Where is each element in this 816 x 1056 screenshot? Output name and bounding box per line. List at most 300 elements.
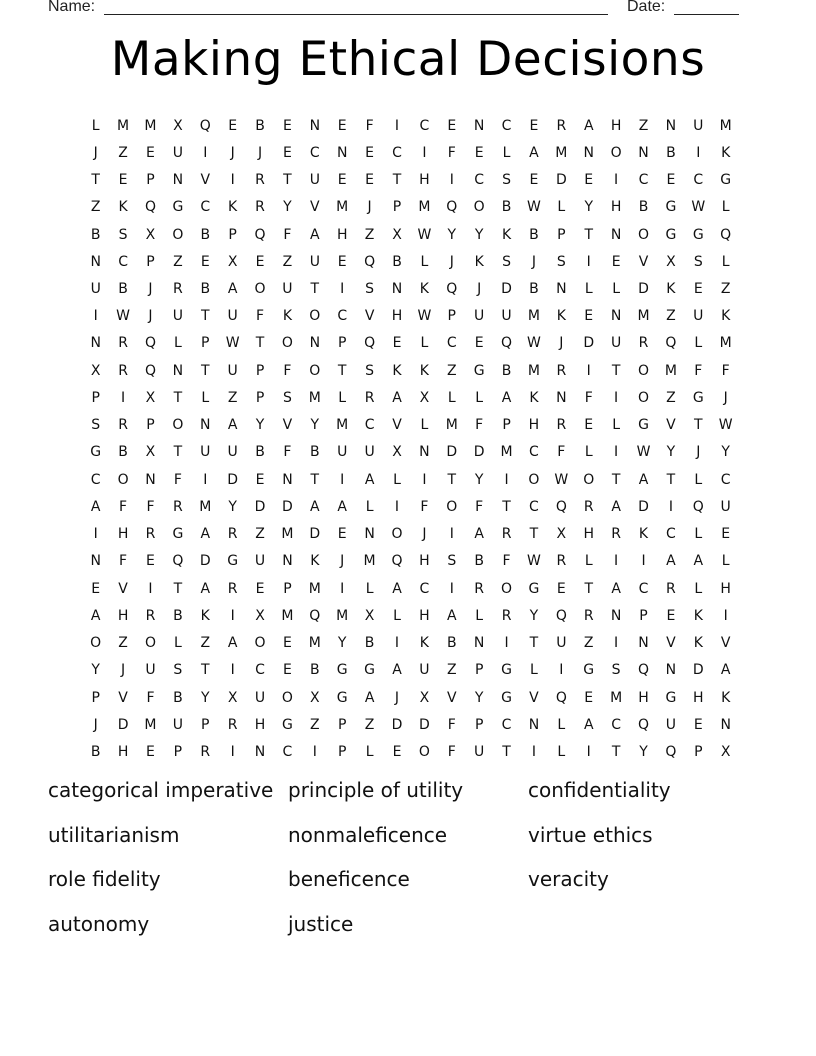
grid-letter[interactable]: G (665, 199, 677, 216)
grid-letter[interactable]: Q (199, 117, 211, 134)
grid-letter[interactable]: N (254, 744, 266, 760)
grid-letter[interactable]: V (720, 635, 731, 652)
grid-letter[interactable]: X (145, 226, 156, 243)
grid-letter[interactable]: E (283, 117, 292, 134)
grid-letter[interactable]: Q (637, 662, 650, 679)
grid-letter[interactable]: Q (364, 253, 376, 270)
grid-letter[interactable]: L (447, 389, 456, 406)
grid-letter[interactable]: M (144, 117, 157, 134)
grid-letter[interactable]: Q (720, 226, 732, 243)
grid-letter[interactable]: U (227, 444, 238, 461)
grid-letter[interactable]: P (228, 226, 237, 243)
grid-letter[interactable]: J (93, 716, 98, 733)
grid-letter[interactable]: F (694, 362, 703, 379)
grid-letter[interactable]: V (446, 689, 457, 706)
grid-letter[interactable]: Y (255, 417, 265, 434)
grid-letter[interactable]: D (282, 498, 293, 515)
grid-letter[interactable]: F (475, 498, 484, 515)
grid-letter[interactable]: B (173, 689, 183, 706)
grid-letter[interactable]: P (447, 308, 456, 325)
grid-letter[interactable]: W (691, 199, 706, 216)
grid-letter[interactable]: F (721, 362, 730, 379)
grid-letter[interactable]: R (118, 362, 128, 379)
grid-letter[interactable]: Q (555, 607, 567, 624)
grid-letter[interactable]: J (449, 253, 454, 270)
grid-letter[interactable]: X (145, 444, 156, 461)
grid-letter[interactable]: E (337, 526, 347, 543)
grid-letter[interactable]: Q (172, 553, 184, 570)
grid-letter[interactable]: M (281, 607, 294, 624)
grid-letter[interactable]: K (392, 362, 402, 379)
grid-letter[interactable]: Q (692, 498, 704, 515)
grid-letter[interactable]: I (614, 553, 619, 570)
grid-letter[interactable]: O (391, 526, 403, 543)
grid-letter[interactable]: M (117, 117, 130, 134)
grid-letter[interactable]: N (556, 389, 567, 406)
grid-letter[interactable]: E (529, 117, 539, 134)
grid-letter[interactable]: H (254, 716, 266, 733)
grid-letter[interactable]: H (720, 580, 731, 597)
grid-letter[interactable]: L (557, 744, 566, 760)
grid-letter[interactable]: N (145, 471, 156, 488)
grid-letter[interactable]: V (666, 417, 676, 434)
grid-letter[interactable]: I (614, 635, 619, 652)
grid-letter[interactable]: J (93, 144, 98, 161)
grid-letter[interactable]: A (446, 607, 457, 624)
grid-letter[interactable]: M (199, 498, 212, 515)
grid-letter[interactable]: G (583, 662, 595, 679)
grid-letter[interactable]: L (694, 526, 703, 543)
grid-letter[interactable]: O (281, 689, 293, 706)
grid-letter[interactable]: I (504, 471, 509, 488)
grid-letter[interactable]: Q (254, 226, 266, 243)
grid-letter[interactable]: L (612, 281, 621, 298)
grid-letter[interactable]: A (364, 471, 375, 488)
grid-letter[interactable]: C (529, 444, 539, 461)
grid-letter[interactable]: U (419, 662, 430, 679)
grid-letter[interactable]: P (474, 716, 484, 733)
grid-letter[interactable]: I (586, 744, 591, 760)
grid-letter[interactable]: Y (666, 444, 676, 461)
grid-letter[interactable]: U (172, 144, 183, 161)
grid-letter[interactable]: N (90, 553, 101, 570)
grid-letter[interactable]: O (528, 471, 540, 488)
grid-letter[interactable]: I (614, 389, 619, 406)
grid-letter[interactable]: Q (555, 689, 567, 706)
grid-letter[interactable]: A (611, 498, 621, 515)
grid-letter[interactable]: Y (310, 417, 320, 434)
grid-letter[interactable]: H (117, 526, 129, 543)
grid-letter[interactable]: C (638, 172, 649, 189)
grid-letter[interactable]: C (282, 744, 293, 760)
grid-letter[interactable]: R (227, 716, 238, 733)
grid-letter[interactable]: A (90, 607, 101, 624)
grid-letter[interactable]: U (474, 744, 485, 760)
grid-letter[interactable]: M (610, 689, 623, 706)
grid-letter[interactable]: H (610, 117, 622, 134)
grid-letter[interactable]: A (392, 389, 402, 406)
grid-letter[interactable]: Y (447, 226, 457, 243)
grid-letter[interactable]: N (172, 172, 184, 189)
grid-letter[interactable]: X (392, 444, 402, 461)
grid-letter[interactable]: E (91, 580, 101, 597)
grid-letter[interactable]: I (614, 172, 619, 189)
grid-letter[interactable]: E (584, 308, 594, 325)
grid-letter[interactable]: I (230, 744, 235, 760)
grid-letter[interactable]: T (611, 744, 621, 760)
grid-letter[interactable]: J (394, 689, 400, 706)
grid-letter[interactable]: I (449, 580, 454, 597)
grid-letter[interactable]: T (173, 580, 183, 597)
grid-letter[interactable]: N (309, 117, 321, 134)
grid-letter[interactable]: E (228, 117, 238, 134)
grid-letter[interactable]: L (721, 253, 730, 270)
grid-letter[interactable]: K (228, 199, 238, 216)
grid-letter[interactable]: Q (665, 744, 677, 760)
grid-letter[interactable]: E (283, 144, 292, 161)
grid-letter[interactable]: C (364, 417, 375, 434)
grid-letter[interactable]: Y (283, 199, 292, 216)
grid-letter[interactable]: S (693, 253, 703, 270)
grid-letter[interactable]: G (172, 199, 184, 216)
grid-letter[interactable]: A (529, 144, 539, 161)
grid-letter[interactable]: I (340, 281, 345, 298)
grid-letter[interactable]: E (146, 144, 155, 161)
grid-letter[interactable]: E (337, 117, 347, 134)
grid-letter[interactable]: J (230, 144, 235, 161)
grid-letter[interactable]: R (611, 526, 621, 543)
grid-letter[interactable]: Z (118, 635, 128, 652)
grid-letter[interactable]: R (474, 580, 485, 597)
grid-letter[interactable]: R (255, 172, 265, 189)
grid-letter[interactable]: R (145, 526, 156, 543)
grid-letter[interactable]: Z (310, 716, 320, 733)
grid-letter[interactable]: Z (720, 281, 731, 298)
grid-letter[interactable]: N (200, 417, 211, 434)
grid-letter[interactable]: K (419, 281, 429, 298)
date-blank-line[interactable] (674, 14, 739, 15)
grid-letter[interactable]: J (559, 335, 564, 352)
grid-letter[interactable]: C (666, 526, 676, 543)
grid-letter[interactable]: P (146, 253, 155, 270)
grid-letter[interactable]: S (173, 662, 183, 679)
grid-letter[interactable]: I (230, 172, 235, 189)
grid-letter[interactable]: M (664, 362, 677, 379)
grid-letter[interactable]: E (283, 662, 292, 679)
grid-letter[interactable]: M (500, 444, 513, 461)
grid-letter[interactable]: Y (337, 635, 347, 652)
grid-letter[interactable]: Q (665, 335, 677, 352)
grid-letter[interactable]: S (611, 662, 621, 679)
grid-letter[interactable]: E (666, 607, 676, 624)
grid-letter[interactable]: T (502, 498, 511, 515)
grid-letter[interactable]: C (693, 172, 704, 189)
grid-letter[interactable]: F (475, 417, 484, 434)
grid-letter[interactable]: C (419, 117, 430, 134)
grid-letter[interactable]: Z (173, 253, 183, 270)
grid-letter[interactable]: U (172, 716, 183, 733)
grid-letter[interactable]: L (393, 471, 401, 488)
grid-letter[interactable]: D (692, 662, 704, 679)
grid-letter[interactable]: Y (228, 498, 237, 515)
grid-letter[interactable]: P (557, 226, 566, 243)
grid-letter[interactable]: O (418, 744, 430, 760)
grid-letter[interactable]: Z (583, 635, 594, 652)
grid-letter[interactable]: N (364, 526, 375, 543)
grid-letter[interactable]: C (118, 253, 128, 270)
grid-letter[interactable]: H (638, 689, 649, 706)
grid-letter[interactable]: F (283, 362, 292, 379)
grid-letter[interactable]: E (146, 553, 155, 570)
grid-letter[interactable]: A (666, 553, 676, 570)
grid-letter[interactable]: T (255, 335, 265, 352)
grid-letter[interactable]: V (118, 689, 128, 706)
grid-letter[interactable]: H (693, 689, 704, 706)
grid-letter[interactable]: P (337, 744, 347, 760)
grid-letter[interactable]: Z (364, 226, 375, 243)
grid-letter[interactable]: B (529, 226, 539, 243)
grid-letter[interactable]: L (694, 335, 703, 352)
grid-letter[interactable]: I (121, 389, 126, 406)
grid-letter[interactable]: N (583, 144, 594, 161)
grid-letter[interactable]: E (255, 253, 265, 270)
grid-letter[interactable]: N (610, 607, 622, 624)
grid-letter[interactable]: U (610, 335, 622, 352)
grid-letter[interactable]: M (308, 580, 321, 597)
grid-letter[interactable]: M (336, 417, 349, 434)
grid-letter[interactable]: I (148, 580, 153, 597)
grid-letter[interactable]: O (309, 362, 321, 379)
grid-letter[interactable]: T (611, 362, 621, 379)
grid-letter[interactable]: U (227, 308, 238, 325)
grid-letter[interactable]: W (554, 471, 569, 488)
grid-letter[interactable]: U (227, 362, 238, 379)
grid-letter[interactable]: O (446, 498, 458, 515)
grid-letter[interactable]: H (610, 199, 622, 216)
grid-letter[interactable]: F (119, 498, 128, 515)
grid-letter[interactable]: N (665, 662, 677, 679)
grid-letter[interactable]: B (529, 281, 539, 298)
grid-letter[interactable]: Z (255, 526, 265, 543)
grid-letter[interactable]: Y (91, 662, 100, 679)
grid-letter[interactable]: C (419, 580, 430, 597)
grid-letter[interactable]: D (418, 716, 430, 733)
grid-letter[interactable]: B (364, 635, 375, 652)
grid-letter[interactable]: A (200, 580, 211, 597)
grid-letter[interactable]: O (117, 471, 129, 488)
grid-letter[interactable]: E (584, 172, 594, 189)
grid-letter[interactable]: E (255, 580, 265, 597)
grid-letter[interactable]: E (146, 744, 155, 760)
grid-letter[interactable]: V (666, 635, 676, 652)
grid-letter[interactable]: R (255, 199, 265, 216)
grid-letter[interactable]: E (118, 172, 128, 189)
grid-letter[interactable]: C (501, 716, 512, 733)
grid-letter[interactable]: Z (638, 117, 649, 134)
grid-letter[interactable]: I (340, 580, 345, 597)
grid-letter[interactable]: H (336, 226, 348, 243)
grid-letter[interactable]: K (310, 553, 320, 570)
grid-letter[interactable]: L (91, 117, 100, 134)
grid-letter[interactable]: Y (584, 199, 593, 216)
grid-letter[interactable]: B (638, 199, 649, 216)
grid-letter[interactable]: K (118, 199, 128, 216)
grid-letter[interactable]: R (583, 607, 594, 624)
grid-letter[interactable]: L (584, 553, 593, 570)
grid-letter[interactable]: O (637, 226, 650, 243)
grid-letter[interactable]: O (144, 635, 156, 652)
grid-letter[interactable]: P (146, 172, 155, 189)
grid-letter[interactable]: W (417, 226, 432, 243)
grid-letter[interactable]: N (391, 281, 403, 298)
grid-letter[interactable]: R (200, 744, 211, 760)
grid-letter[interactable]: T (447, 471, 457, 488)
grid-letter[interactable]: E (693, 716, 703, 733)
grid-letter[interactable]: C (337, 308, 348, 325)
grid-letter[interactable]: B (173, 607, 183, 624)
grid-letter[interactable]: O (254, 635, 266, 652)
grid-letter[interactable]: R (118, 335, 128, 352)
grid-letter[interactable]: R (118, 417, 128, 434)
grid-letter[interactable]: V (282, 417, 293, 434)
grid-letter[interactable]: I (614, 444, 619, 461)
grid-letter[interactable]: O (583, 471, 595, 488)
grid-letter[interactable]: Y (200, 689, 210, 706)
grid-letter[interactable]: H (419, 553, 430, 570)
grid-letter[interactable]: T (584, 226, 593, 243)
grid-letter[interactable]: V (529, 689, 539, 706)
grid-letter[interactable]: L (530, 662, 538, 679)
grid-letter[interactable]: M (719, 117, 732, 134)
grid-letter[interactable]: L (475, 607, 484, 624)
grid-letter[interactable]: X (145, 389, 156, 406)
grid-letter[interactable]: W (718, 417, 733, 434)
grid-letter[interactable]: J (148, 281, 153, 298)
grid-letter[interactable]: E (200, 253, 210, 270)
grid-letter[interactable]: X (419, 689, 430, 706)
grid-letter[interactable]: J (696, 444, 701, 461)
grid-letter[interactable]: V (200, 172, 211, 189)
grid-letter[interactable]: S (447, 553, 457, 570)
grid-letter[interactable]: D (555, 172, 567, 189)
grid-letter[interactable]: T (283, 172, 292, 189)
grid-letter[interactable]: J (121, 662, 126, 679)
grid-letter[interactable]: N (473, 117, 485, 134)
grid-letter[interactable]: C (611, 716, 621, 733)
grid-letter[interactable]: U (364, 444, 375, 461)
grid-letter[interactable]: P (502, 417, 511, 434)
grid-letter[interactable]: X (255, 607, 265, 624)
grid-letter[interactable]: V (392, 417, 402, 434)
grid-letter[interactable]: T (666, 471, 676, 488)
grid-letter[interactable]: P (91, 689, 100, 706)
grid-letter[interactable]: E (392, 744, 402, 760)
grid-letter[interactable]: E (337, 172, 347, 189)
grid-letter[interactable]: L (694, 471, 703, 488)
grid-letter[interactable]: X (556, 526, 567, 543)
grid-letter[interactable]: W (636, 444, 651, 461)
grid-letter[interactable]: X (419, 389, 430, 406)
grid-letter[interactable]: E (474, 144, 484, 161)
grid-letter[interactable]: L (338, 389, 347, 406)
grid-letter[interactable]: A (200, 526, 211, 543)
grid-letter[interactable]: Z (364, 716, 375, 733)
grid-letter[interactable]: Q (446, 281, 458, 298)
grid-letter[interactable]: Z (666, 308, 676, 325)
grid-letter[interactable]: U (309, 253, 320, 270)
grid-letter[interactable]: T (611, 471, 621, 488)
grid-letter[interactable]: U (282, 281, 293, 298)
grid-letter[interactable]: Q (501, 335, 513, 352)
grid-letter[interactable]: Q (555, 498, 567, 515)
grid-letter[interactable]: S (556, 253, 566, 270)
grid-letter[interactable]: L (393, 607, 401, 624)
grid-letter[interactable]: C (200, 199, 211, 216)
grid-letter[interactable]: R (145, 607, 156, 624)
grid-letter[interactable]: I (394, 635, 400, 652)
grid-letter[interactable]: G (282, 716, 293, 733)
grid-letter[interactable]: K (529, 389, 539, 406)
grid-letter[interactable]: C (309, 144, 320, 161)
grid-letter[interactable]: K (474, 253, 484, 270)
grid-letter[interactable]: K (693, 635, 703, 652)
grid-letter[interactable]: K (282, 308, 293, 325)
grid-letter[interactable]: D (638, 281, 649, 298)
grid-letter[interactable]: E (529, 172, 539, 189)
grid-letter[interactable]: F (283, 444, 292, 461)
grid-letter[interactable]: X (392, 226, 402, 243)
grid-letter[interactable]: L (694, 580, 703, 597)
grid-letter[interactable]: D (638, 498, 649, 515)
grid-letter[interactable]: I (340, 471, 345, 488)
grid-letter[interactable]: Q (144, 199, 156, 216)
grid-letter[interactable]: I (394, 498, 400, 515)
grid-letter[interactable]: M (308, 389, 321, 406)
grid-letter[interactable]: N (720, 716, 731, 733)
grid-letter[interactable]: O (610, 144, 622, 161)
grid-letter[interactable]: H (419, 607, 430, 624)
grid-letter[interactable]: D (117, 716, 129, 733)
grid-letter[interactable]: T (694, 417, 703, 434)
grid-letter[interactable]: Y (474, 471, 484, 488)
grid-letter[interactable]: E (392, 335, 402, 352)
grid-letter[interactable]: P (474, 662, 484, 679)
grid-letter[interactable]: Z (227, 389, 238, 406)
grid-letter[interactable]: H (528, 417, 540, 434)
grid-letter[interactable]: P (337, 335, 347, 352)
grid-letter[interactable]: L (173, 335, 182, 352)
grid-letter[interactable]: R (556, 417, 567, 434)
grid-letter[interactable]: D (199, 553, 211, 570)
grid-letter[interactable]: H (419, 172, 430, 189)
grid-letter[interactable]: M (527, 362, 540, 379)
grid-letter[interactable]: B (392, 253, 402, 270)
grid-letter[interactable]: E (611, 253, 621, 270)
grid-letter[interactable]: B (118, 444, 128, 461)
grid-letter[interactable]: N (638, 144, 649, 161)
grid-letter[interactable]: D (583, 335, 595, 352)
grid-letter[interactable]: K (638, 526, 649, 543)
grid-letter[interactable]: A (611, 580, 621, 597)
grid-letter[interactable]: G (364, 662, 376, 679)
grid-letter[interactable]: L (557, 199, 566, 216)
grid-letter[interactable]: F (146, 689, 155, 706)
grid-letter[interactable]: D (501, 281, 512, 298)
grid-letter[interactable]: M (418, 199, 431, 216)
grid-letter[interactable]: U (501, 308, 512, 325)
grid-letter[interactable]: L (502, 144, 511, 161)
grid-letter[interactable]: T (529, 635, 539, 652)
